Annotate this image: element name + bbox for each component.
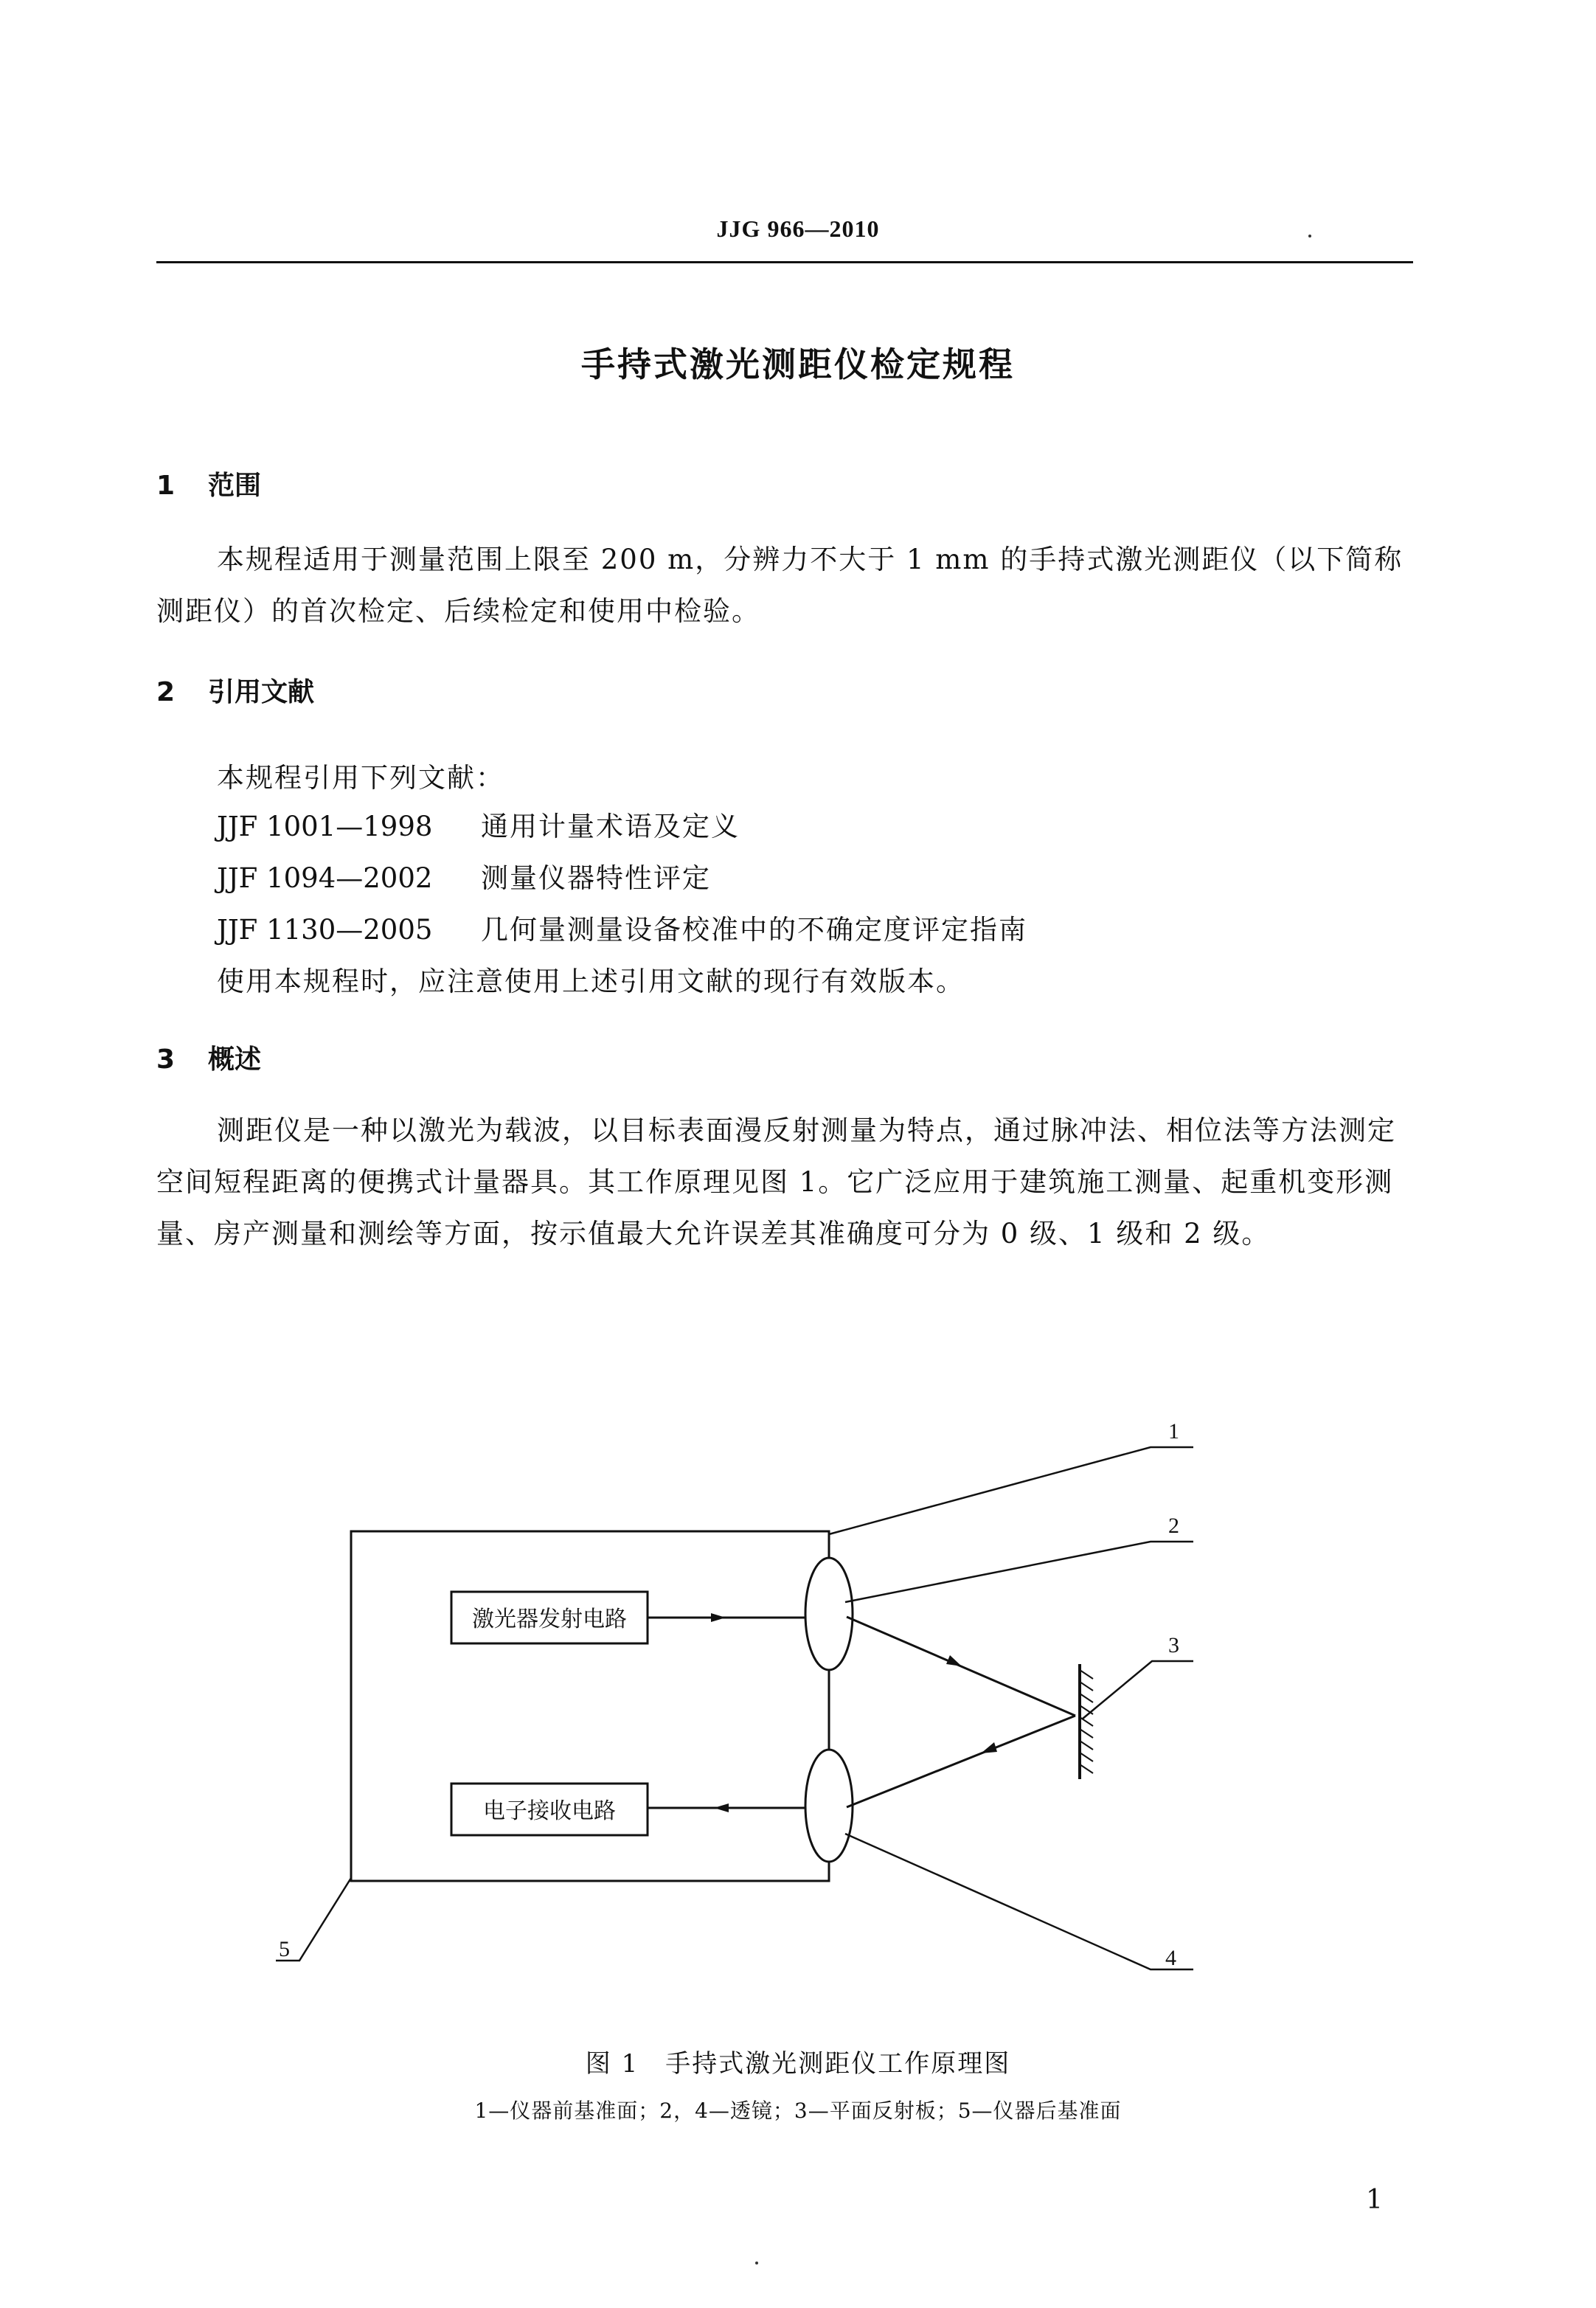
scan-speck [755,2262,758,2264]
reference-title: 测量仪器特性评定 [481,862,711,894]
outgoing-beam [847,1617,1075,1716]
leader-line-2 [845,1542,1193,1602]
section-2-number: 2 [156,677,176,707]
section-3-number: 3 [156,1044,176,1075]
reference-title: 通用计量术语及定义 [481,811,740,842]
returning-beam [847,1716,1075,1807]
receiver-lens [805,1750,853,1862]
callout-5: 5 [279,1937,290,1961]
reflector-hatching [1080,1670,1093,1773]
returning-beam-arrow-icon [981,1742,997,1753]
outgoing-beam-arrow-icon [946,1655,962,1666]
section-2-title: 引用文献 [208,677,315,707]
instrument-housing [351,1531,829,1881]
section-2-note: 使用本规程时，应注意使用上述引用文献的现行有效版本。 [217,966,965,997]
reference-code: JJF 1094—2002 [217,862,433,894]
section-2-intro: 本规程引用下列文献： [217,762,504,794]
figure-caption: 图 1 手持式激光测距仪工作原理图 [585,2049,1011,2079]
section-1-number: 1 [156,471,176,501]
document-code: JJG 966—2010 [716,215,880,242]
section-1-paragraph: 本规程适用于测量范围上限至 200 m，分辨力不大于 1 mm 的手持式激光测距仪（以下简称测距仪）的首次检定、后续检定和使用中检验。 [156,544,1404,627]
reference-code: JJF 1001—1998 [217,811,433,842]
scan-speck [1308,235,1311,238]
page-number: 1 [1366,2185,1383,2215]
reference-code: JJF 1130—2005 [217,914,433,946]
leader-line-1 [829,1447,1193,1534]
callout-2: 2 [1168,1514,1179,1538]
figure-legend: 1—仪器前基准面；2，4—透镜；3—平面反射板；5—仪器后基准面 [474,2099,1122,2123]
receive-arrow-icon [714,1803,729,1812]
section-3-paragraph: 测距仪是一种以激光为载波，以目标表面漫反射测量为特点，通过脉冲法、相位法等方法测定空间短程距离的便携式计量器具。其工作原理见图 1。它广泛应用于建筑施工测量、起重机变形测量、房产测量和测绘等方面，按示值最大允许误差其准确度可分为 0 级、1 级和 2 级。 [156,1115,1396,1250]
section-1-title: 范围 [208,471,262,501]
callout-1: 1 [1168,1419,1179,1444]
document-title: 手持式激光测距仪检定规程 [581,344,1015,384]
leader-line-3 [1083,1661,1193,1719]
receiver-circuit-label: 电子接收电路 [483,1798,616,1824]
section-3-title: 概述 [208,1044,262,1075]
emit-arrow-icon [711,1613,726,1622]
emitter-circuit-label: 激光器发射电路 [472,1607,627,1632]
reference-title: 几何量测量设备校准中的不确定度评定指南 [481,914,1027,946]
callout-4: 4 [1165,1946,1176,1970]
callout-3: 3 [1168,1633,1179,1657]
emitter-lens [805,1558,853,1670]
leader-line-4 [845,1834,1193,1969]
